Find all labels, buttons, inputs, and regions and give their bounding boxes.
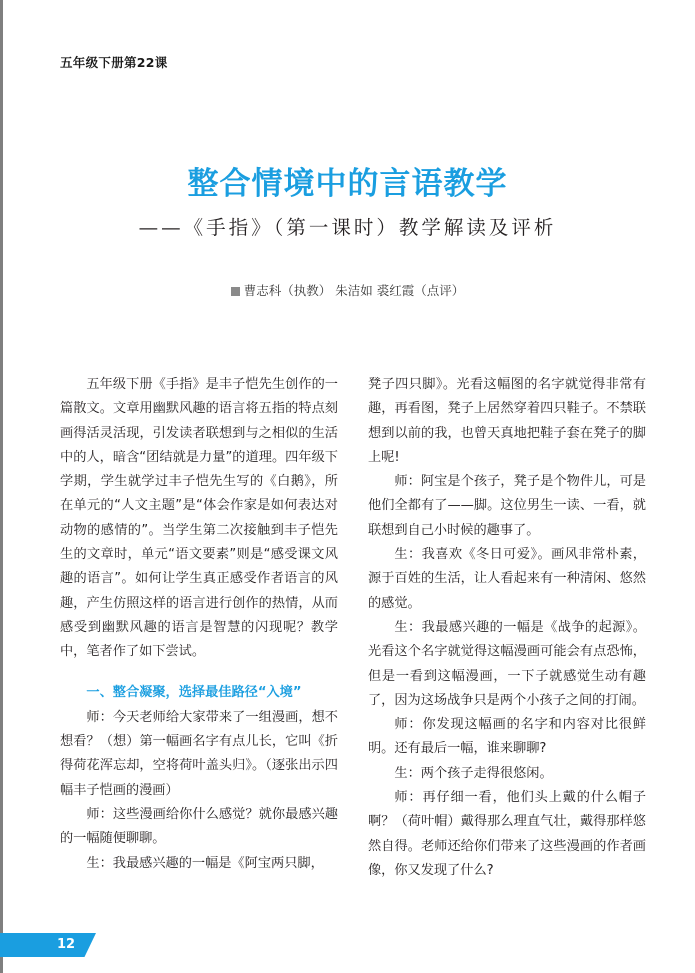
dialogue-paragraph: 生：两个孩子走得很悠闲。 xyxy=(394,765,553,781)
continued-paragraph: 凳子四只脚》。光看这幅图的名字就觉得非常有趣，再看图，凳子上居然穿着四只鞋子。不禁联想到以前的我，也曾天真地把鞋子套在凳子的脚上呢! xyxy=(368,377,646,465)
dialogue-paragraph: 师：你发现这幅画的名字和内容对比很鲜明。还有最后一幅，谁来聊聊? xyxy=(368,717,646,757)
lesson-label: 五年级下册第22课 xyxy=(60,55,168,70)
bullet-square-icon xyxy=(231,287,240,296)
author-line xyxy=(0,281,695,299)
article-subtitle: ——《手指》（第一课时）教学解读及评析 xyxy=(138,216,557,239)
left-margin-rule xyxy=(0,0,3,973)
dialogue-paragraph: 师：再仔细一看，他们头上戴的什么帽子啊？（荷叶帽）戴得那么理直气壮，戴得那样悠然自得。老师还给你们带来了这些漫画的作者画像，你又发现了什么? xyxy=(368,790,646,878)
right-column xyxy=(368,373,646,883)
section-heading: 一、整合凝聚，选择最佳路径“入境” xyxy=(86,684,302,700)
author-names: 曹志科（执教） 朱洁如 裘红霞（点评） xyxy=(243,283,465,298)
page-number-tab xyxy=(0,933,96,957)
dialogue-paragraph: 师：阿宝是个孩子，凳子是个物件儿，可是他们全都有了——脚。这位男生一读、一看，就联想到自己小时候的趣事了。 xyxy=(368,474,646,538)
page-number: 12 xyxy=(57,937,76,952)
dialogue-paragraph: 生：我最感兴趣的一幅是《战争的起源》。光看这个名字就觉得这幅漫画可能会有点恐怖，但是一看到这幅漫画，一下子就感觉生动有趣了，因为这场战争只是两个小孩子之间的打闹。 xyxy=(368,619,646,708)
intro-paragraph: 五年级下册《手指》是丰子恺先生创作的一篇散文。文章用幽默风趣的语言将五指的特点刻画得活灵活现，引发读者联想到与之相似的生活中的人，暗含“团结就是力量”的道理。四年级下学期，学生就学过丰子恺先生写的《白鹅》，所在单元的“人文主题”是“体会作家是如何表达对动物的感情的”。当学生第二次接触到丰子恺先生的文章时，单元“语文要素”则是“感受课文风趣的语言”。如何让学生真正感受作者语言的风趣，产生仿照这样的语言进行创作的热情，从而感受到幽默风趣的语言是智慧的闪现呢？教学中，笔者作了如下尝试。 xyxy=(60,377,338,660)
dialogue-paragraph: 师：今天老师给大家带来了一组漫画，想不想看？（想）第一幅画名字有点儿长，它叫《折得荷花浑忘却，空将荷叶盖头归》。（逐张出示四幅丰子恺画的漫画） xyxy=(60,709,338,798)
dialogue-paragraph: 生：我喜欢《冬日可爱》。画风非常朴素，源于百姓的生活，让人看起来有一种清闲、悠然的感觉。 xyxy=(368,547,646,611)
dialogue-paragraph: 生：我最感兴趣的一幅是《阿宝两只脚， xyxy=(86,855,324,871)
left-column xyxy=(60,373,338,876)
article-title: 整合情境中的言语教学 xyxy=(187,166,508,202)
dialogue-paragraph: 师：这些漫画给你什么感觉？就你最感兴趣的一幅随便聊聊。 xyxy=(60,807,338,847)
